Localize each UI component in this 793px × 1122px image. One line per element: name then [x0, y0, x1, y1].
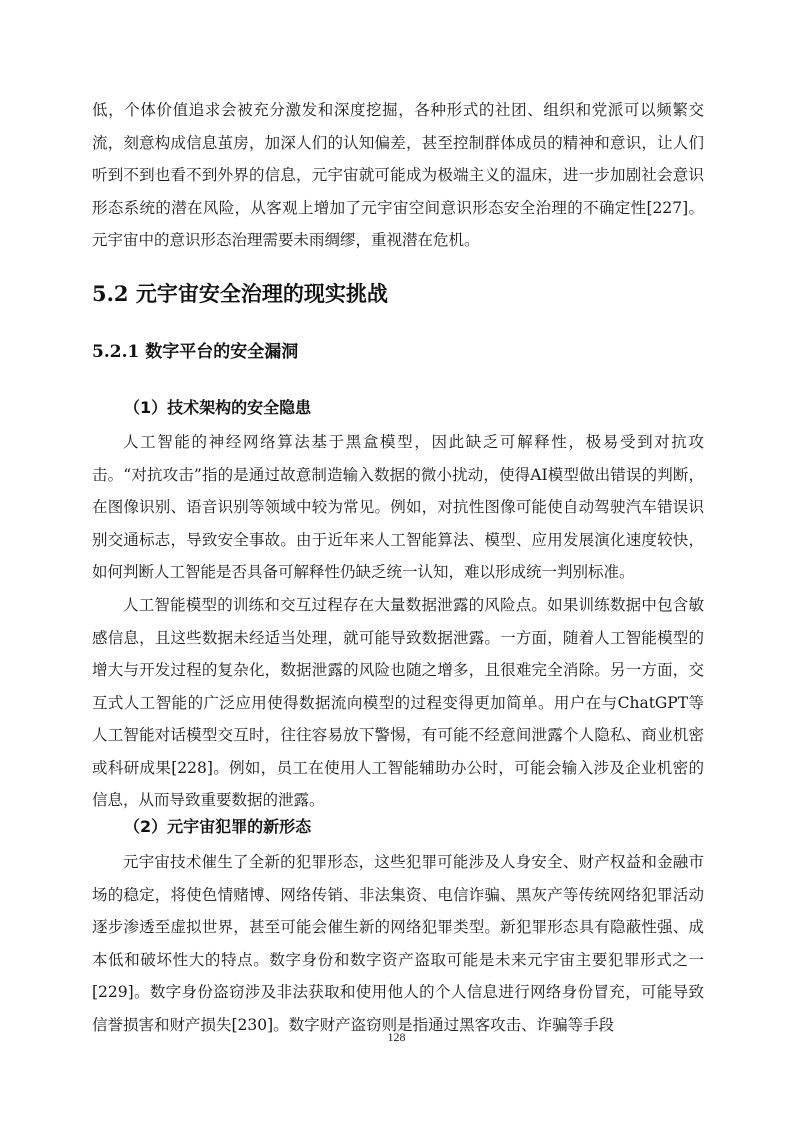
paragraph-metaverse-crime: 元宇宙技术催生了全新的犯罪形态，这些犯罪可能涉及人身安全、财产权益和金融市场的稳定，将使色情赌博、网络传销、非法集资、电信诈骗、黑灰产等传统网络犯罪活动逐步渗透至虚拟世界，甚至可能会催生新的网络犯罪类型。新犯罪形态具有隐蔽性强、成本低和破坏性大的特点。数字身份和数字资产盗取可能是未来元宇宙主要犯罪形式之一[229]。数字身份盗窃涉及非法获取和使用他人的个人信息进行网络身份冒充，可能导致信誉损害和财产损失[230]。数字财产盗窃则是指通过黑客攻击、诈骗等手段 — [92, 853, 704, 1034]
subheading-technical-architecture: （1）技术架构的安全隐患 — [124, 398, 312, 417]
subheading-new-crime-forms: （2）元宇宙犯罪的新形态 — [124, 817, 312, 836]
section-heading: 5.2 元宇宙安全治理的现实挑战 — [92, 281, 388, 306]
subsection-heading: 5.2.1 数字平台的安全漏洞 — [92, 342, 299, 362]
page-number: 128 — [387, 1030, 406, 1044]
paragraph-data-leakage: 人工智能模型的训练和交互过程存在大量数据泄露的风险点。如果训练数据中包含敏感信息，且这些数据未经适当处理，就可能导致数据泄露。一方面，随着人工智能模型的增大与开发过程的复杂化，数据泄露的风险也随之增多，且很难完全消除。另一方面，交互式人工智能的广泛应用使得数据流向模型的过程变得更加简单。用户在与ChatGPT等人工智能对话模型交互时，往往容易放下警惕，有可能不经意间泄露个人隐私、商业机密或科研成果[228]。例如，员工在使用人工智能辅助办公时，可能会输入涉及企业机密的信息，从而导致重要数据的泄露。 — [92, 596, 704, 809]
intro-paragraph: 低，个体价值追求会被充分激发和深度挖掘，各种形式的社团、组织和党派可以频繁交流，刻意构成信息茧房，加深人们的认知偏差，甚至控制群体成员的精神和意识，让人们听到不到也看不到外界的信息，元宇宙就可能成为极端主义的温床，进一步加剧社会意识形态系统的潜在风险，从客观上增加了元宇宙空间意识形态安全治理的不确定性[227]。元宇宙中的意识形态治理需要未雨绸缪，重视潜在危机。 — [92, 101, 704, 249]
paragraph-adversarial-attacks: 人工智能的神经网络算法基于黑盒模型，因此缺乏可解释性，极易受到对抗攻击。“对抗攻击”指的是通过故意制造输入数据的微小扰动，使得AI模型做出错误的判断，在图像识别、语音识别等领域中较为常见。例如，对抗性图像可能使自动驾驶汽车错误识别交通标志，导致安全事故。由于近年来人工智能算法、模型、应用发展演化速度较快，如何判断人工智能是否具备可解释性仍缺乏统一认知，难以形成统一判别标准。 — [92, 433, 704, 581]
